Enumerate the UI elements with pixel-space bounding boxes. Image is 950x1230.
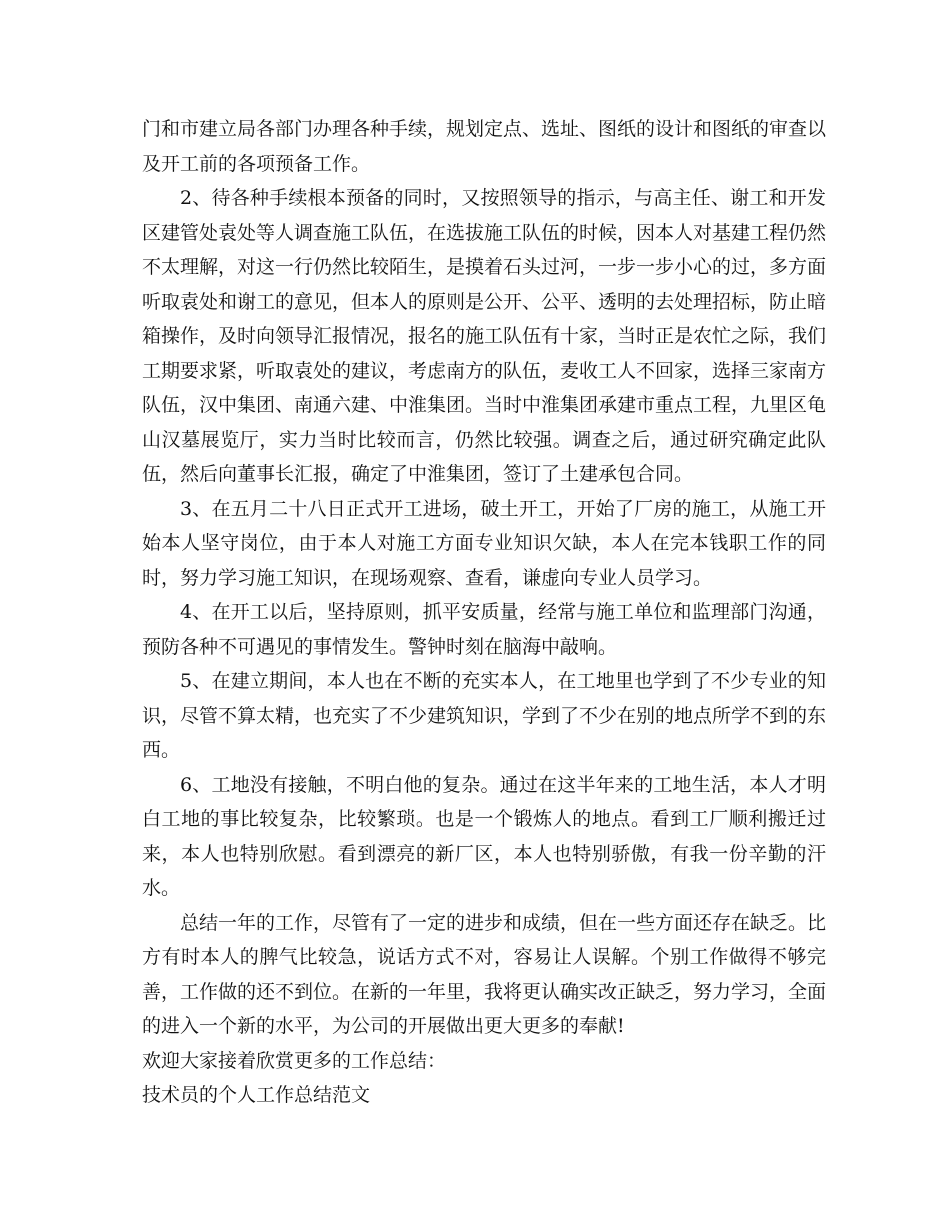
paragraph-summary: 总结一年的工作，尽管有了一定的进步和成绩，但在一些方面还存在缺乏。比方有时本人的脾气比较急，说话方式不对，容易让人误解。个别工作做得不够完善，工作做的还不到位。在新的一年里，我将更认确实改正缺乏，努力学习，全面的进入一个新的水平，为公司的开展做出更大更多的奉献! [142, 911, 827, 1037]
paragraph-continuation: 门和市建立局各部门办理各种手续，规划定点、选址、图纸的设计和图纸的审查以及开工前的各项预备工作。 [142, 118, 827, 175]
more-summaries-line: 欢迎大家接着欣赏更多的工作总结： [142, 1049, 447, 1072]
paragraph-item-5: 5、在建立期间，本人也在不断的充实本人，在工地里也学到了不少专业的知识，尽管不算太精，也充实了不少建筑知识，学到了不少在别的地点所学不到的东西。 [142, 670, 827, 761]
document-body [142, 112, 826, 1113]
paragraph-item-4: 4、在开工以后，坚持原则，抓平安质量，经常与施工单位和监理部门沟通，预防各种不可遇见的事情发生。警钟时刻在脑海中敲响。 [142, 601, 826, 658]
paragraph-item-2: 2、待各种手续根本预备的同时，又按照领导的指示，与高主任、谢工和开发区建管处袁处等人调查施工队伍，在选拔施工队伍的时候，因本人对基建工程仍然不太理解，对这一行仍然比较陌生，是摸着石头过河，一步一步小心的过，多方面听取袁处和谢工的意见，但本人的原则是公开、公平、透明的去处理招标，防止暗箱操作，及时向领导汇报情况，报名的施工队伍有十家，当时正是农忙之际，我们工期要求紧，听取袁处的建议，考虑南方的队伍，麦收工人不回家，选择三家南方队伍，汉中集团、南通六建、中淮集团。当时中淮集团承建市重点工程，九里区龟山汉墓展览厅，实力当时比较而言，仍然比较强。调查之后，通过研究确定此队伍，然后向董事长汇报，确定了中淮集团，签订了土建承包合同。 [142, 187, 827, 485]
paragraph-item-3: 3、在五月二十八日正式开工进场，破土开工，开始了厂房的施工，从施工开始本人坚守岗位，由于本人对施工方面专业知识欠缺，本人在完本钱职工作的同时，努力学习施工知识，在现场观察、查看，谦虚向专业人员学习。 [142, 497, 826, 589]
next-article-title: 技术员的个人工作总结范文 [142, 1084, 371, 1106]
paragraph-item-6: 6、工地没有接触，不明白他的复杂。通过在这半年来的工地生活，本人才明白工地的事比较复杂，比较繁琐。也是一个锻炼人的地点。看到工厂顺利搬迁过来，本人也特别欣慰。看到漂亮的新厂区，本人也特别骄傲，有我一份辛勤的汗水。 [142, 773, 826, 899]
